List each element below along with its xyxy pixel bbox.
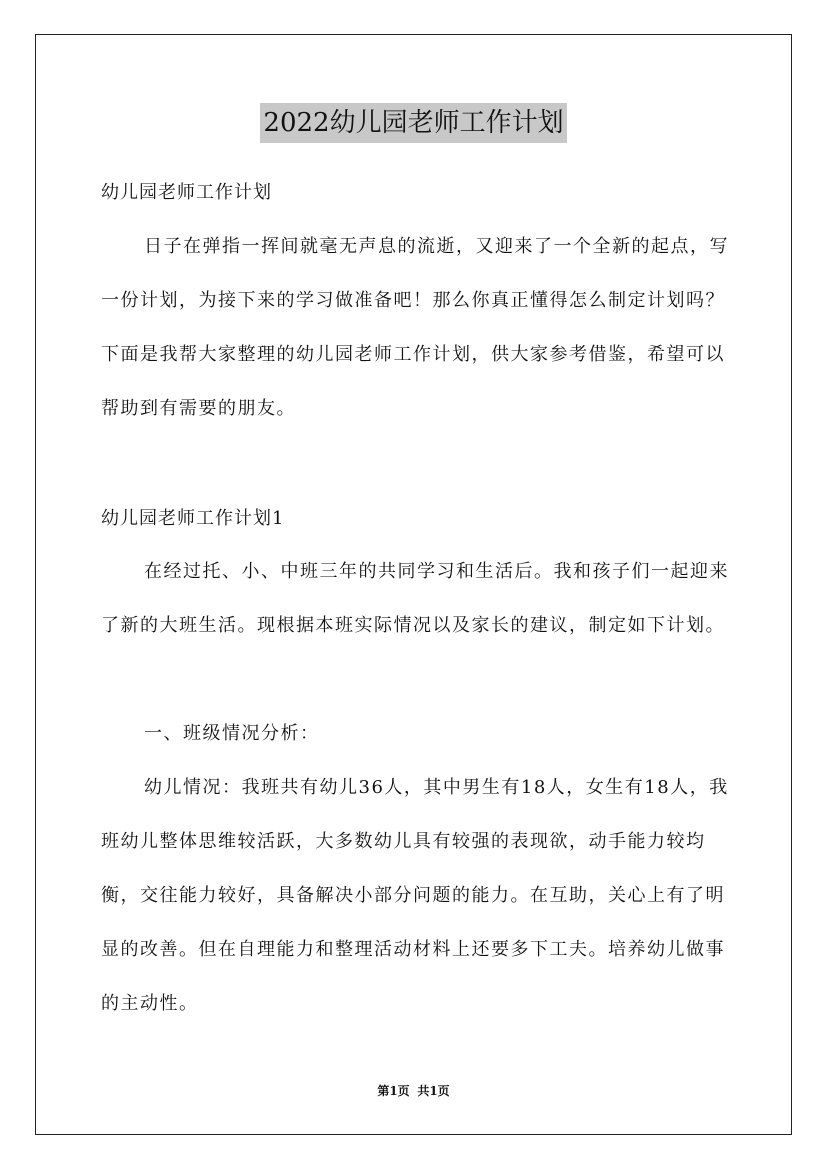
document-title: [0, 103, 827, 143]
page-footer: [0, 1083, 827, 1099]
document-title-text: 2022幼儿园老师工作计划: [260, 103, 566, 143]
intro-paragraph: 日子在弹指一挥间就毫无声息的流逝，又迎来了一个全新的起点，写一份计划，为接下来的学习做准备吧！那么你真正懂得怎么制定计划吗？下面是我帮大家整理的幼儿园老师工作计划，供大家参考借鉴，希望可以帮助到有需要的朋友。: [101, 236, 729, 419]
page-number: 第1页: [377, 1084, 410, 1098]
section-1-paragraph-1: 在经过托、小、中班三年的共同学习和生活后。我和孩子们一起迎来了新的大班生活。现根据本班实际情况以及家长的建议，制定如下计划。: [101, 561, 729, 636]
document-subtitle: 幼儿园老师工作计划: [101, 182, 272, 203]
page-total: 共1页: [417, 1084, 450, 1098]
section-1-heading: 幼儿园老师工作计划1: [101, 508, 285, 529]
section-1-paragraph-2: 幼儿情况：我班共有幼儿36人，其中男生有18人，女生有18人，我班幼儿整体思维较活跃，大多数幼儿具有较强的表现欲，动手能力较均衡，交往能力较好，具备解决小部分问题的能力。在互助，关心上有了明显的改善。但在自理能力和整理活动材料上还要多下工夫。培养幼儿做事的主动性。: [101, 777, 729, 1014]
section-1-item-1: 一、班级情况分析：: [144, 723, 320, 744]
